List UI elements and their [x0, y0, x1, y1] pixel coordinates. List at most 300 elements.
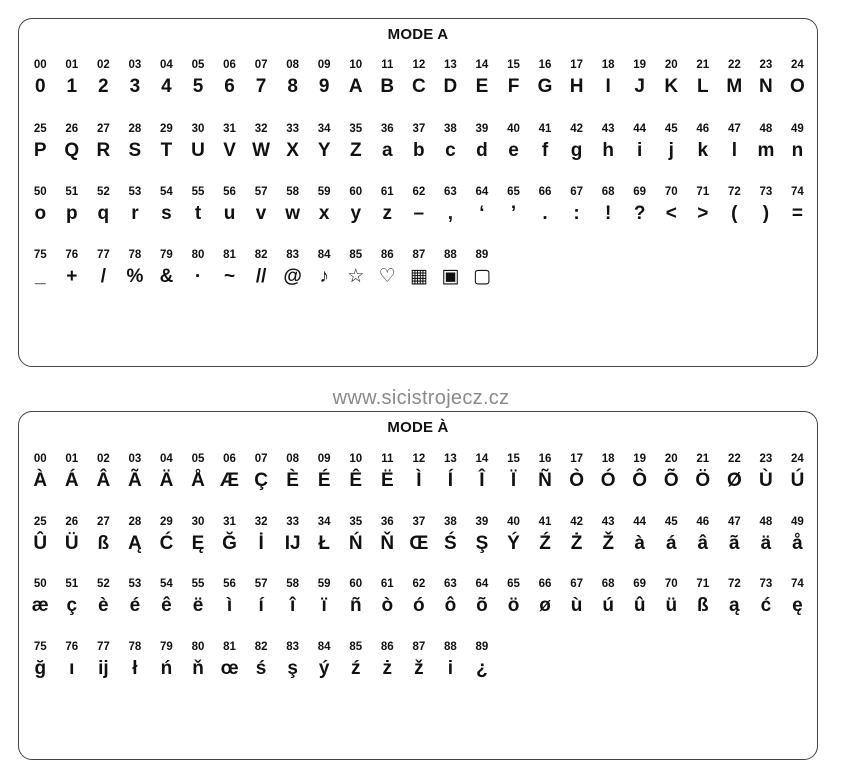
char-cell	[245, 639, 277, 683]
char-glyph: Ż	[570, 533, 583, 554]
char-code: 88	[443, 641, 457, 653]
char-glyph: a	[382, 140, 393, 161]
char-code: 05	[191, 59, 205, 71]
char-code: 67	[570, 186, 583, 198]
char-cell	[214, 514, 246, 558]
char-code: 04	[160, 59, 173, 71]
char-cell	[687, 576, 719, 620]
char-cell	[56, 451, 88, 495]
char-glyph: T	[160, 140, 173, 161]
char-code: 16	[538, 453, 552, 465]
char-cell	[719, 184, 751, 228]
char-cell	[687, 451, 719, 495]
char-glyph: Ô	[632, 470, 648, 491]
char-code: 08	[286, 59, 300, 71]
char-glyph: ë	[192, 595, 204, 616]
mode-a-panel	[18, 18, 818, 367]
char-glyph: Ś	[444, 533, 457, 554]
char-glyph: ż	[382, 658, 393, 679]
char-cell	[498, 121, 530, 165]
char-code: 03	[128, 59, 142, 71]
char-cell	[308, 121, 340, 165]
char-cell	[308, 57, 340, 101]
char-cell	[182, 57, 214, 101]
char-glyph: L	[696, 76, 709, 97]
char-glyph: v	[255, 203, 267, 224]
char-glyph: Ğ	[222, 533, 237, 554]
char-code: 54	[160, 186, 173, 198]
char-glyph: ij	[98, 658, 109, 679]
char-cell	[88, 57, 120, 101]
char-code: 47	[727, 516, 741, 528]
char-glyph: å	[792, 533, 803, 554]
char-cell	[624, 451, 656, 495]
char-glyph: Î	[479, 470, 485, 491]
char-cell	[308, 639, 340, 683]
char-glyph: 3	[129, 76, 141, 97]
char-code: 21	[696, 453, 710, 465]
char-cell	[782, 576, 814, 620]
char-glyph: î	[290, 595, 296, 616]
char-code: 39	[475, 123, 489, 135]
char-code: 42	[570, 123, 583, 135]
char-code: 80	[191, 641, 205, 653]
char-glyph: &	[159, 266, 174, 287]
char-glyph: Ò	[569, 470, 584, 491]
char-cell	[151, 184, 183, 228]
char-cell	[403, 451, 435, 495]
char-cell	[56, 121, 88, 165]
char-glyph: S	[128, 140, 142, 161]
char-code: 22	[727, 453, 741, 465]
char-glyph: m	[757, 140, 775, 161]
char-code: 44	[633, 516, 647, 528]
char-code: 59	[317, 578, 331, 590]
char-code: 57	[254, 578, 268, 590]
char-cell	[151, 451, 183, 495]
char-glyph: À	[33, 470, 48, 491]
char-glyph: ▦	[409, 266, 428, 287]
char-cell	[466, 514, 498, 558]
char-code: 79	[160, 641, 173, 653]
char-code: 23	[759, 453, 773, 465]
char-code: 41	[538, 123, 552, 135]
char-glyph: ì	[226, 595, 233, 616]
char-glyph: ñ	[349, 595, 362, 616]
char-cell	[308, 514, 340, 558]
char-code: 83	[286, 641, 300, 653]
char-code: 65	[507, 186, 520, 198]
char-cell	[308, 451, 340, 495]
char-code: 49	[791, 516, 804, 528]
char-cell	[214, 57, 246, 101]
char-code: 17	[570, 59, 583, 71]
char-cell	[151, 639, 183, 683]
char-cell	[119, 514, 151, 558]
char-glyph: Å	[191, 470, 205, 491]
char-glyph: Ń	[348, 533, 363, 554]
char-code: 89	[475, 641, 489, 653]
char-glyph: Ë	[380, 470, 394, 491]
char-glyph: _	[34, 266, 46, 287]
char-glyph: /	[100, 266, 106, 287]
char-glyph: ▣	[441, 266, 460, 287]
char-cell	[56, 57, 88, 101]
char-glyph: Õ	[663, 470, 679, 491]
char-cell	[56, 247, 88, 291]
char-cell	[561, 57, 593, 101]
char-cell	[277, 451, 309, 495]
char-glyph: ğ	[34, 658, 47, 679]
char-code: 25	[33, 516, 47, 528]
char-cell	[182, 247, 214, 291]
char-code: 89	[475, 249, 489, 261]
char-cell	[435, 576, 467, 620]
char-cell	[277, 576, 309, 620]
char-glyph: //	[255, 266, 267, 287]
char-cell	[277, 57, 309, 101]
char-cell	[529, 514, 561, 558]
char-glyph: Í	[447, 470, 454, 491]
char-code: 55	[191, 578, 205, 590]
char-glyph: 4	[161, 76, 172, 97]
char-code: 40	[507, 123, 520, 135]
char-glyph: ö	[507, 595, 520, 616]
char-row	[19, 247, 819, 307]
char-cell	[561, 451, 593, 495]
char-glyph: –	[413, 203, 425, 224]
char-glyph: f	[541, 140, 549, 161]
char-cell	[340, 514, 372, 558]
char-cell	[119, 576, 151, 620]
char-glyph: 2	[98, 76, 109, 97]
char-cell	[372, 576, 404, 620]
char-glyph: ü	[665, 595, 678, 616]
char-glyph: Ê	[349, 470, 363, 491]
char-cell	[340, 57, 372, 101]
char-code: 59	[317, 186, 331, 198]
char-glyph: Ï	[510, 470, 517, 491]
char-cell	[88, 451, 120, 495]
char-cell	[308, 576, 340, 620]
char-glyph: ù	[570, 595, 583, 616]
char-cell	[529, 57, 561, 101]
char-code: 24	[791, 59, 804, 71]
char-code: 40	[507, 516, 520, 528]
char-glyph: ž	[414, 658, 424, 679]
char-cell	[245, 514, 277, 558]
char-code: 38	[443, 123, 457, 135]
char-glyph: Ã	[128, 470, 142, 491]
char-cell	[245, 184, 277, 228]
char-code: 60	[349, 578, 363, 590]
char-glyph: ä	[760, 533, 772, 554]
char-code: 18	[601, 59, 615, 71]
char-code: 57	[254, 186, 268, 198]
char-glyph: ı	[69, 658, 75, 679]
char-glyph: D	[443, 76, 458, 97]
char-glyph: Ę	[191, 533, 205, 554]
char-glyph: Ñ	[538, 470, 552, 491]
char-code: 64	[475, 578, 489, 590]
char-cell	[25, 639, 57, 683]
char-cell	[750, 184, 782, 228]
char-glyph: i	[447, 658, 454, 679]
char-glyph: ł	[132, 658, 138, 679]
char-code: 75	[33, 249, 47, 261]
char-glyph: y	[350, 203, 362, 224]
char-cell	[529, 451, 561, 495]
char-code: 64	[475, 186, 489, 198]
char-glyph: Û	[33, 533, 48, 554]
char-code: 44	[633, 123, 647, 135]
char-code: 78	[128, 641, 142, 653]
char-cell	[372, 57, 404, 101]
char-code: 87	[412, 249, 426, 261]
char-cell	[466, 451, 498, 495]
char-glyph: â	[697, 533, 709, 554]
char-cell	[214, 451, 246, 495]
char-code: 71	[696, 578, 710, 590]
char-cell	[687, 184, 719, 228]
char-glyph: Ó	[600, 470, 616, 491]
char-glyph: Á	[64, 470, 79, 491]
char-glyph: ç	[66, 595, 78, 616]
char-code: 07	[254, 453, 268, 465]
char-code: 69	[633, 578, 647, 590]
char-cell	[719, 57, 751, 101]
char-cell	[151, 514, 183, 558]
char-code: 37	[412, 516, 426, 528]
char-cell	[624, 576, 656, 620]
char-cell	[245, 576, 277, 620]
char-code: 74	[791, 186, 804, 198]
char-cell	[372, 121, 404, 165]
char-cell	[277, 121, 309, 165]
char-cell	[119, 247, 151, 291]
char-code: 77	[96, 249, 110, 261]
char-code: 00	[33, 59, 47, 71]
char-code: 46	[696, 516, 710, 528]
char-glyph: ã	[729, 533, 740, 554]
char-code: 31	[223, 516, 236, 528]
char-glyph: Ł	[318, 533, 330, 554]
char-row	[19, 184, 819, 244]
char-code: 27	[96, 516, 110, 528]
char-glyph: ź	[351, 658, 361, 679]
char-cell	[340, 247, 372, 291]
char-glyph: Y	[317, 140, 331, 161]
char-cell	[687, 57, 719, 101]
char-code: 75	[33, 641, 47, 653]
char-glyph: õ	[476, 595, 488, 616]
char-code: 20	[664, 59, 678, 71]
char-cell	[182, 576, 214, 620]
char-cell	[719, 451, 751, 495]
char-glyph: I	[605, 76, 611, 97]
char-cell	[277, 639, 309, 683]
char-cell	[656, 121, 688, 165]
char-code: 56	[223, 186, 236, 198]
char-glyph: x	[318, 203, 330, 224]
char-glyph: 9	[318, 76, 330, 97]
char-code: 38	[443, 516, 457, 528]
char-code: 09	[317, 59, 331, 71]
char-code: 36	[380, 123, 394, 135]
char-cell	[88, 639, 120, 683]
char-glyph: ò	[381, 595, 394, 616]
char-code: 82	[254, 249, 268, 261]
char-cell	[119, 121, 151, 165]
char-cell	[656, 451, 688, 495]
char-glyph: ň	[192, 658, 204, 679]
char-code: 20	[664, 453, 678, 465]
char-glyph: Ú	[790, 470, 805, 491]
char-glyph: œ	[220, 658, 239, 679]
char-glyph: Z	[349, 140, 362, 161]
char-glyph: ś	[255, 658, 267, 679]
char-glyph: ó	[413, 595, 425, 616]
char-code: 61	[380, 186, 394, 198]
char-code: 06	[223, 59, 236, 71]
char-cell	[435, 247, 467, 291]
char-glyph: ń	[160, 658, 173, 679]
char-cell	[624, 514, 656, 558]
char-code: 63	[443, 578, 457, 590]
char-cell	[592, 576, 624, 620]
char-cell	[498, 184, 530, 228]
char-code: 52	[96, 186, 110, 198]
char-glyph: g	[570, 140, 583, 161]
char-code: 42	[570, 516, 583, 528]
char-glyph: Ň	[380, 533, 395, 554]
char-glyph: ~	[223, 266, 236, 287]
char-code: 68	[601, 186, 615, 198]
char-cell	[466, 576, 498, 620]
char-glyph: W	[252, 140, 271, 161]
char-code: 11	[381, 453, 394, 465]
char-code: 29	[160, 123, 173, 135]
char-cell	[151, 576, 183, 620]
char-code: 10	[349, 59, 363, 71]
char-cell	[624, 57, 656, 101]
char-code: 60	[349, 186, 363, 198]
char-glyph: ø	[539, 595, 551, 616]
char-cell	[372, 451, 404, 495]
char-code: 08	[286, 453, 300, 465]
char-glyph: æ	[31, 595, 49, 616]
char-code: 81	[223, 641, 236, 653]
char-code: 62	[412, 186, 426, 198]
char-cell	[592, 121, 624, 165]
char-code: 01	[65, 453, 79, 465]
char-code: 34	[317, 123, 331, 135]
char-cell	[214, 639, 246, 683]
char-cell	[245, 451, 277, 495]
char-glyph: G	[537, 76, 553, 97]
char-cell	[592, 514, 624, 558]
char-glyph: <	[665, 203, 677, 224]
char-code: 25	[33, 123, 47, 135]
char-cell	[182, 514, 214, 558]
char-code: 16	[538, 59, 552, 71]
char-code: 12	[412, 453, 426, 465]
char-code: 33	[286, 123, 300, 135]
char-code: 28	[128, 123, 142, 135]
char-cell	[403, 247, 435, 291]
char-code: 24	[791, 453, 804, 465]
char-code: 14	[475, 453, 489, 465]
char-glyph: Â	[96, 470, 111, 491]
char-cell	[561, 576, 593, 620]
char-code: 12	[412, 59, 426, 71]
char-glyph: 0	[34, 76, 46, 97]
char-cell	[750, 451, 782, 495]
char-cell	[561, 121, 593, 165]
char-code: 66	[538, 186, 552, 198]
char-glyph: Æ	[220, 470, 240, 491]
char-glyph: 7	[255, 76, 267, 97]
char-glyph: ♪	[319, 266, 329, 287]
char-glyph: J	[634, 76, 645, 97]
char-glyph: N	[759, 76, 773, 97]
char-cell	[656, 576, 688, 620]
char-code: 33	[286, 516, 300, 528]
char-cell	[719, 121, 751, 165]
char-cell	[277, 247, 309, 291]
char-code: 67	[570, 578, 583, 590]
char-code: 13	[443, 59, 457, 71]
char-glyph: í	[258, 595, 264, 616]
char-code: 50	[33, 578, 47, 590]
char-glyph: ą	[729, 595, 740, 616]
char-cell	[182, 451, 214, 495]
char-glyph: U	[191, 140, 205, 161]
char-code: 58	[286, 186, 300, 198]
char-glyph: B	[380, 76, 395, 97]
char-code: 26	[65, 516, 79, 528]
char-cell	[245, 247, 277, 291]
char-cell	[529, 184, 561, 228]
char-code: 76	[65, 249, 79, 261]
char-glyph: H	[569, 76, 584, 97]
char-glyph: Ì	[416, 470, 422, 491]
char-code: 85	[349, 641, 363, 653]
char-code: 76	[65, 641, 79, 653]
char-code: 54	[160, 578, 173, 590]
char-row	[19, 639, 819, 699]
char-cell	[25, 247, 57, 291]
char-cell	[435, 639, 467, 683]
char-code: 71	[696, 186, 710, 198]
char-glyph: ?	[633, 203, 646, 224]
char-cell	[782, 514, 814, 558]
char-cell	[56, 639, 88, 683]
char-code: 79	[160, 249, 173, 261]
char-code: 87	[412, 641, 426, 653]
char-code: 30	[191, 123, 205, 135]
char-cell	[498, 514, 530, 558]
char-cell	[25, 57, 57, 101]
char-code: 53	[128, 186, 142, 198]
char-glyph: F	[507, 76, 520, 97]
char-code: 69	[633, 186, 647, 198]
char-cell	[656, 184, 688, 228]
char-cell	[592, 184, 624, 228]
char-glyph: C	[411, 76, 426, 97]
char-cell	[151, 121, 183, 165]
mode-a-title: MODE A	[387, 26, 449, 43]
